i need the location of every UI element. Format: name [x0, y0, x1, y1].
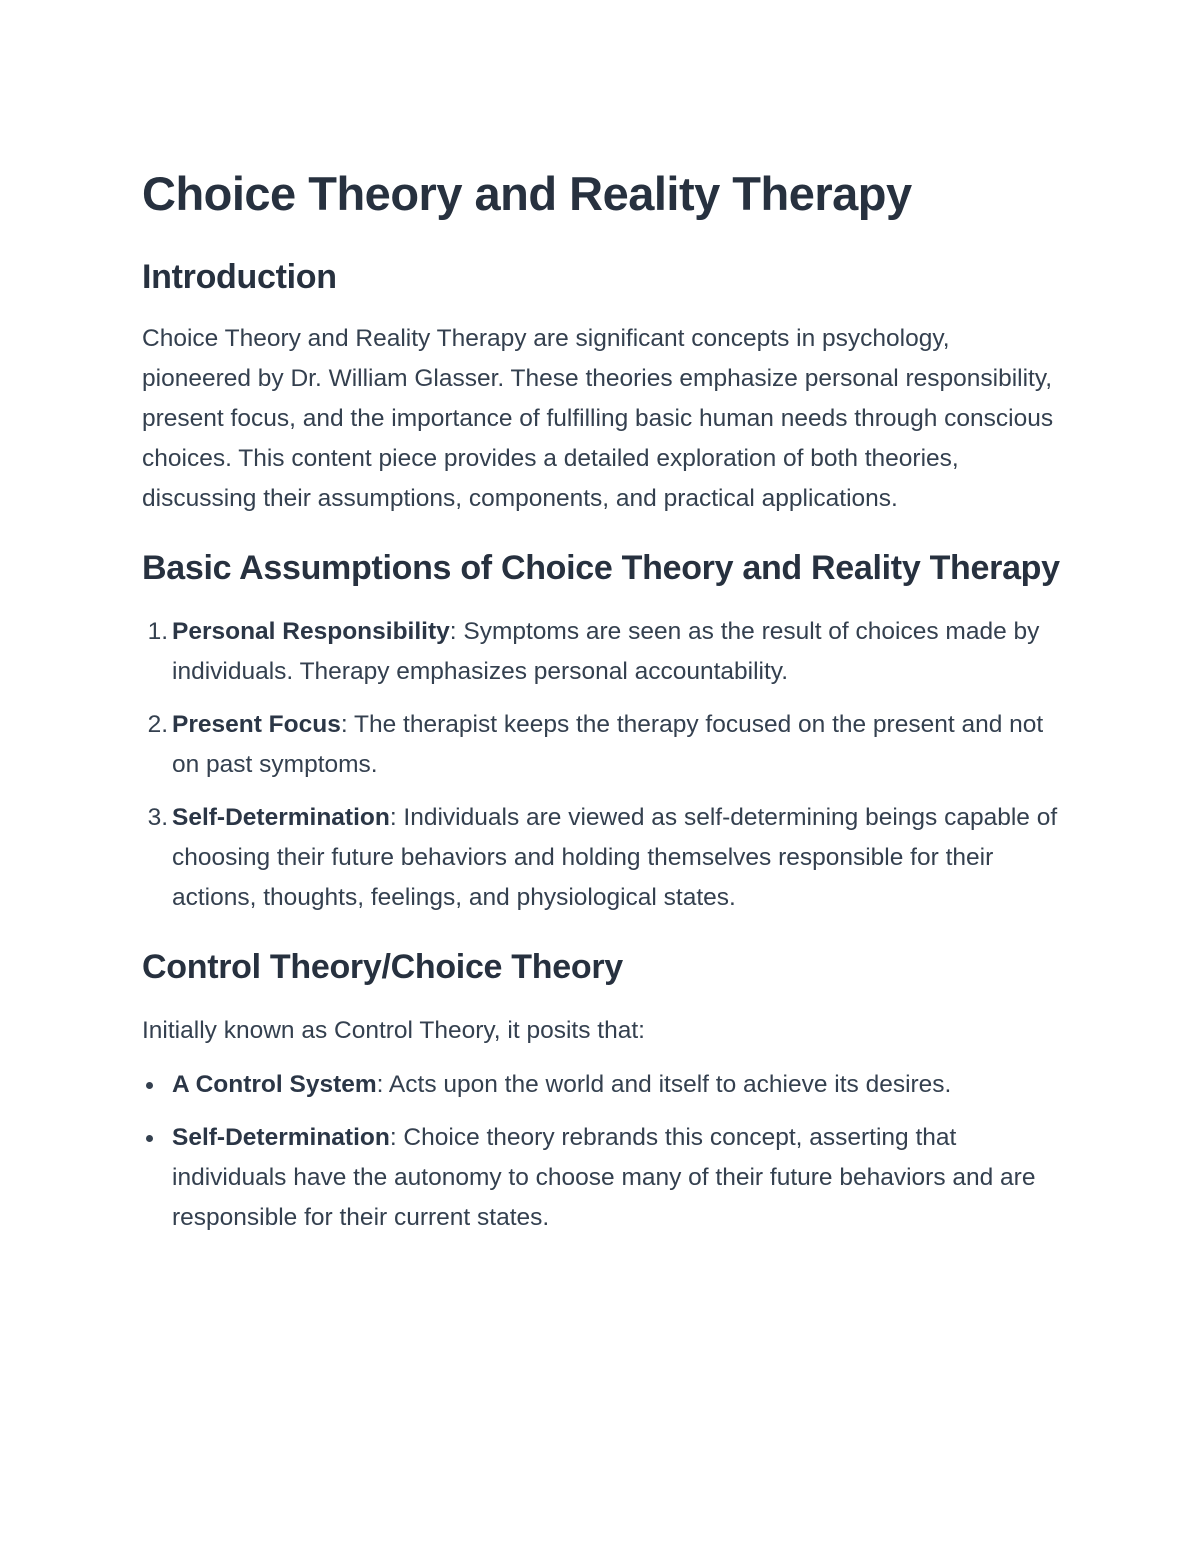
assumptions-list	[142, 612, 1062, 918]
section-heading-introduction: Introduction	[142, 258, 337, 296]
document-page	[142, 160, 1062, 1238]
list-item-text: : Symptoms are seen as the result of choices made by individuals. Therapy emphasizes personal accountability.	[172, 618, 1040, 685]
list-item-term: Present Focus	[172, 711, 341, 738]
bullet-icon	[146, 1135, 153, 1142]
list-marker: 3.	[147, 804, 168, 831]
list-item	[142, 1065, 1062, 1105]
list-item-term: Personal Responsibility	[172, 618, 450, 645]
control-theory-list	[142, 1065, 1062, 1238]
bullet-icon	[146, 1082, 153, 1089]
list-item-term: A Control System	[172, 1071, 377, 1098]
list-item-text: : Acts upon the world and itself to achieve its desires.	[376, 1071, 952, 1098]
introduction-paragraph: Choice Theory and Reality Therapy are significant concepts in psychology, pioneered by Dr. William Glasser. These theories emphasize personal responsibility, present focus, and the importance of fulfilling basic human needs through conscious choices. This content piece provides a detailed exploration of both theories, discussing their assumptions, components, and practical applications.	[142, 325, 1054, 512]
list-item	[142, 705, 1062, 785]
list-marker: 2.	[147, 711, 168, 738]
list-item	[142, 612, 1062, 692]
list-marker: 1.	[147, 618, 168, 645]
list-item-term: Self-Determination	[172, 804, 390, 831]
control-theory-paragraph: Initially known as Control Theory, it posits that:	[142, 1017, 645, 1044]
list-item	[142, 798, 1062, 918]
section-heading-control-theory: Control Theory/Choice Theory	[142, 948, 623, 986]
document-title: Choice Theory and Reality Therapy	[142, 167, 912, 220]
list-item-text: : The therapist keeps the therapy focused on the present and not on past symptoms.	[172, 711, 1044, 778]
list-item-text: : Individuals are viewed as self-determining beings capable of choosing their future behaviors and holding themselves responsible for their actions, thoughts, feelings, and physiological states.	[172, 804, 1058, 911]
list-item-text: : Choice theory rebrands this concept, asserting that individuals have the autonomy to choose many of their future behaviors and are responsible for their current states.	[172, 1124, 1036, 1231]
section-heading-basic-assumptions: Basic Assumptions of Choice Theory and Reality Therapy	[142, 549, 1060, 587]
list-item	[142, 1118, 1062, 1238]
list-item-term: Self-Determination	[172, 1124, 390, 1151]
